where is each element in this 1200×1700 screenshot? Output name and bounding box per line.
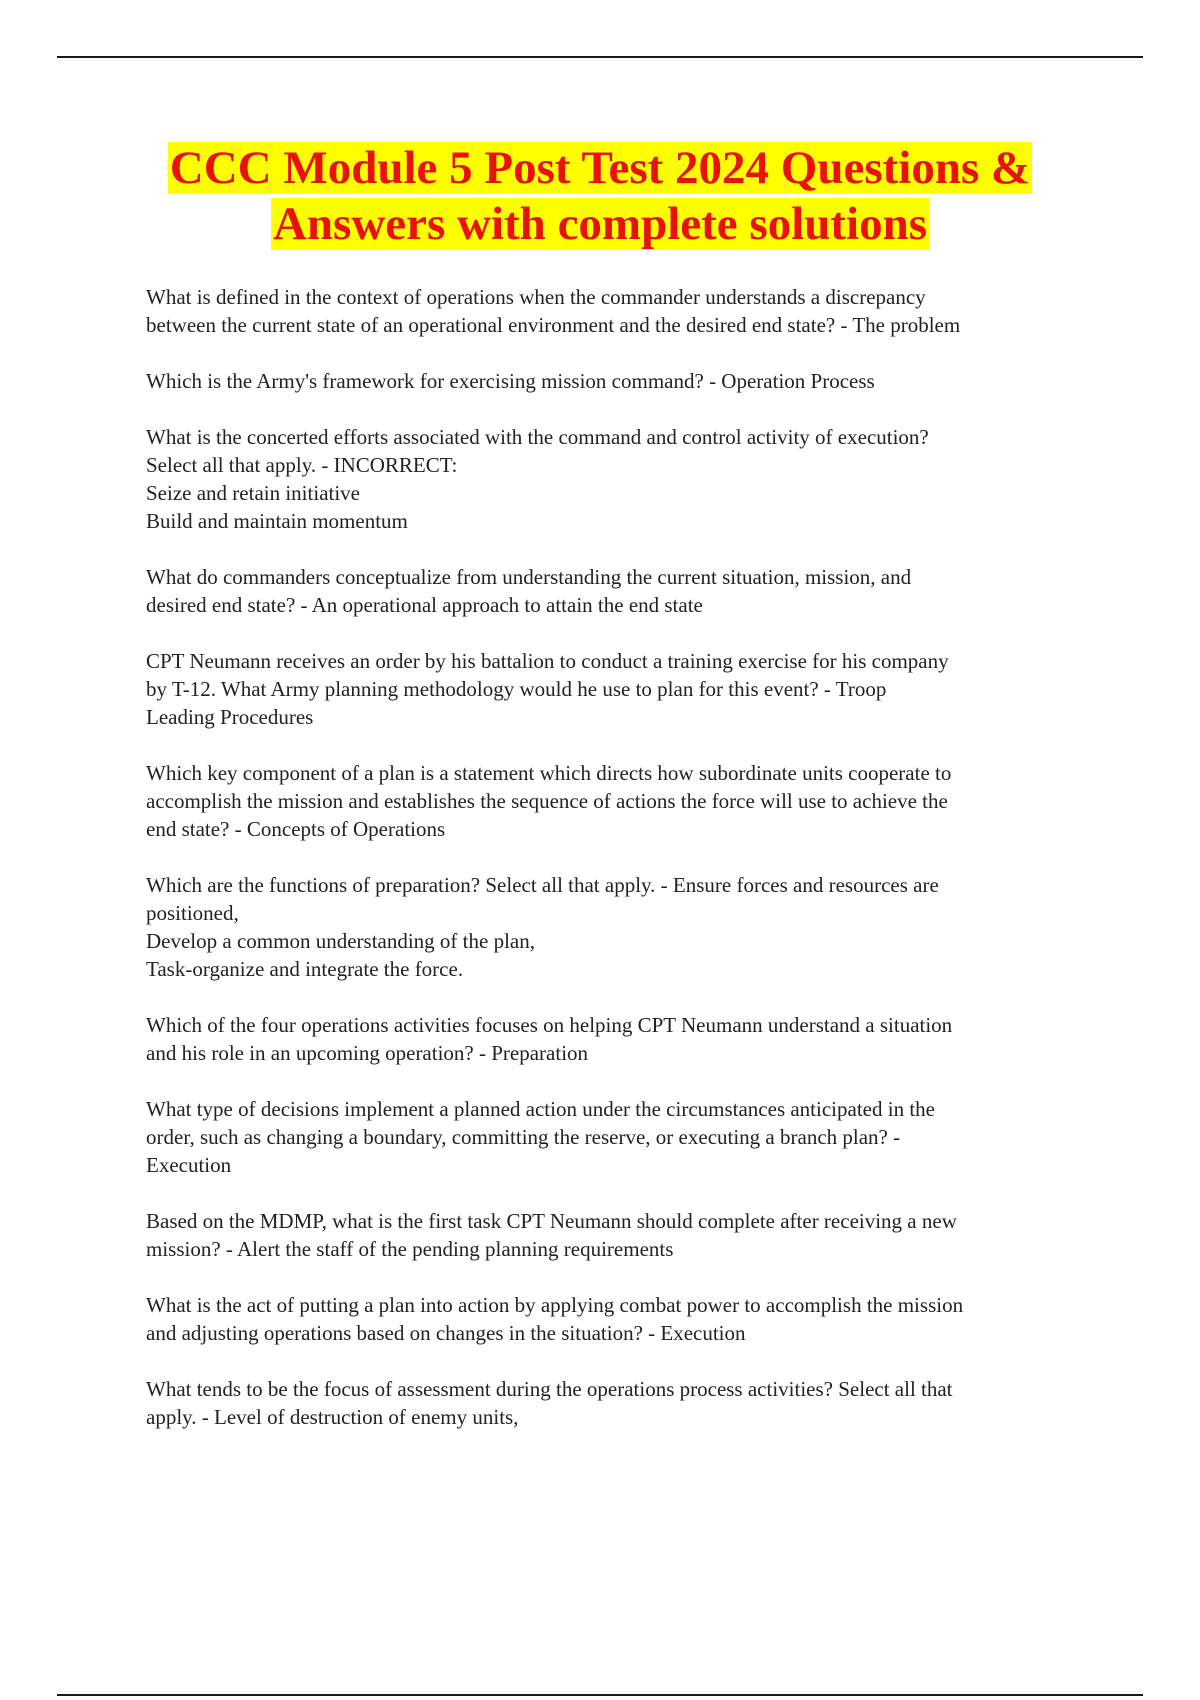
qa-item [146, 563, 1096, 619]
qa-line: and adjusting operations based on changes in the situation? - Execution [146, 1321, 746, 1345]
qa-item [146, 1011, 1096, 1067]
qa-line: positioned, [146, 901, 239, 925]
qa-line: by T-12. What Army planning methodology would he use to plan for this event? - Troop [146, 677, 887, 701]
qa-line: Select all that apply. - INCORRECT: [146, 453, 458, 477]
qa-item [146, 871, 1096, 983]
qa-line: Based on the MDMP, what is the first task CPT Neumann should complete after receiving a new [146, 1209, 957, 1233]
qa-item [146, 1207, 1096, 1263]
qa-line: Which is the Army's framework for exercising mission command? - Operation Process [146, 369, 875, 393]
qa-item [146, 1095, 1096, 1179]
qa-line: Task-organize and integrate the force. [146, 957, 464, 981]
qa-line: What is defined in the context of operations when the commander understands a discrepancy [146, 285, 926, 309]
qa-item [146, 1375, 1096, 1431]
qa-line: Which of the four operations activities focuses on helping CPT Neumann understand a situation [146, 1013, 953, 1037]
qa-item [146, 283, 1096, 339]
qa-line: What do commanders conceptualize from understanding the current situation, mission, and [146, 565, 912, 589]
document-title [100, 140, 1100, 252]
qa-item [146, 647, 1096, 731]
qa-list [146, 283, 1096, 1459]
qa-item [146, 759, 1096, 843]
qa-line: desired end state? - An operational approach to attain the end state [146, 593, 703, 617]
qa-line: Seize and retain initiative [146, 481, 360, 505]
qa-line: Build and maintain momentum [146, 509, 408, 533]
qa-line: mission? - Alert the staff of the pending planning requirements [146, 1237, 674, 1261]
qa-line: and his role in an upcoming operation? - Preparation [146, 1041, 589, 1065]
qa-line: Execution [146, 1153, 232, 1177]
qa-line: between the current state of an operational environment and the desired end state? - The problem [146, 313, 961, 337]
qa-line: apply. - Level of destruction of enemy units, [146, 1405, 519, 1429]
qa-line: What tends to be the focus of assessment during the operations process activities? Select all that [146, 1377, 953, 1401]
qa-item [146, 423, 1096, 535]
qa-item [146, 367, 1096, 395]
title-line-2: Answers with complete solutions [272, 198, 928, 250]
qa-item [146, 1291, 1096, 1347]
qa-line: Leading Procedures [146, 705, 314, 729]
qa-line: Which are the functions of preparation? Select all that apply. - Ensure forces and resources are [146, 873, 939, 897]
qa-line: What type of decisions implement a planned action under the circumstances anticipated in the [146, 1097, 935, 1121]
top-rule [57, 56, 1143, 58]
qa-line: CPT Neumann receives an order by his battalion to conduct a training exercise for his company [146, 649, 949, 673]
qa-line: What is the concerted efforts associated with the command and control activity of execution? [146, 425, 929, 449]
qa-line: end state? - Concepts of Operations [146, 817, 446, 841]
title-line-1: CCC Module 5 Post Test 2024 Questions & [169, 142, 1031, 194]
qa-line: accomplish the mission and establishes the sequence of actions the force will use to achieve the [146, 789, 948, 813]
qa-line: Develop a common understanding of the plan, [146, 929, 535, 953]
bottom-rule [57, 1694, 1143, 1696]
qa-line: order, such as changing a boundary, committing the reserve, or executing a branch plan? - [146, 1125, 901, 1149]
qa-line: What is the act of putting a plan into action by applying combat power to accomplish the mission [146, 1293, 964, 1317]
qa-line: Which key component of a plan is a statement which directs how subordinate units cooperate to [146, 761, 952, 785]
